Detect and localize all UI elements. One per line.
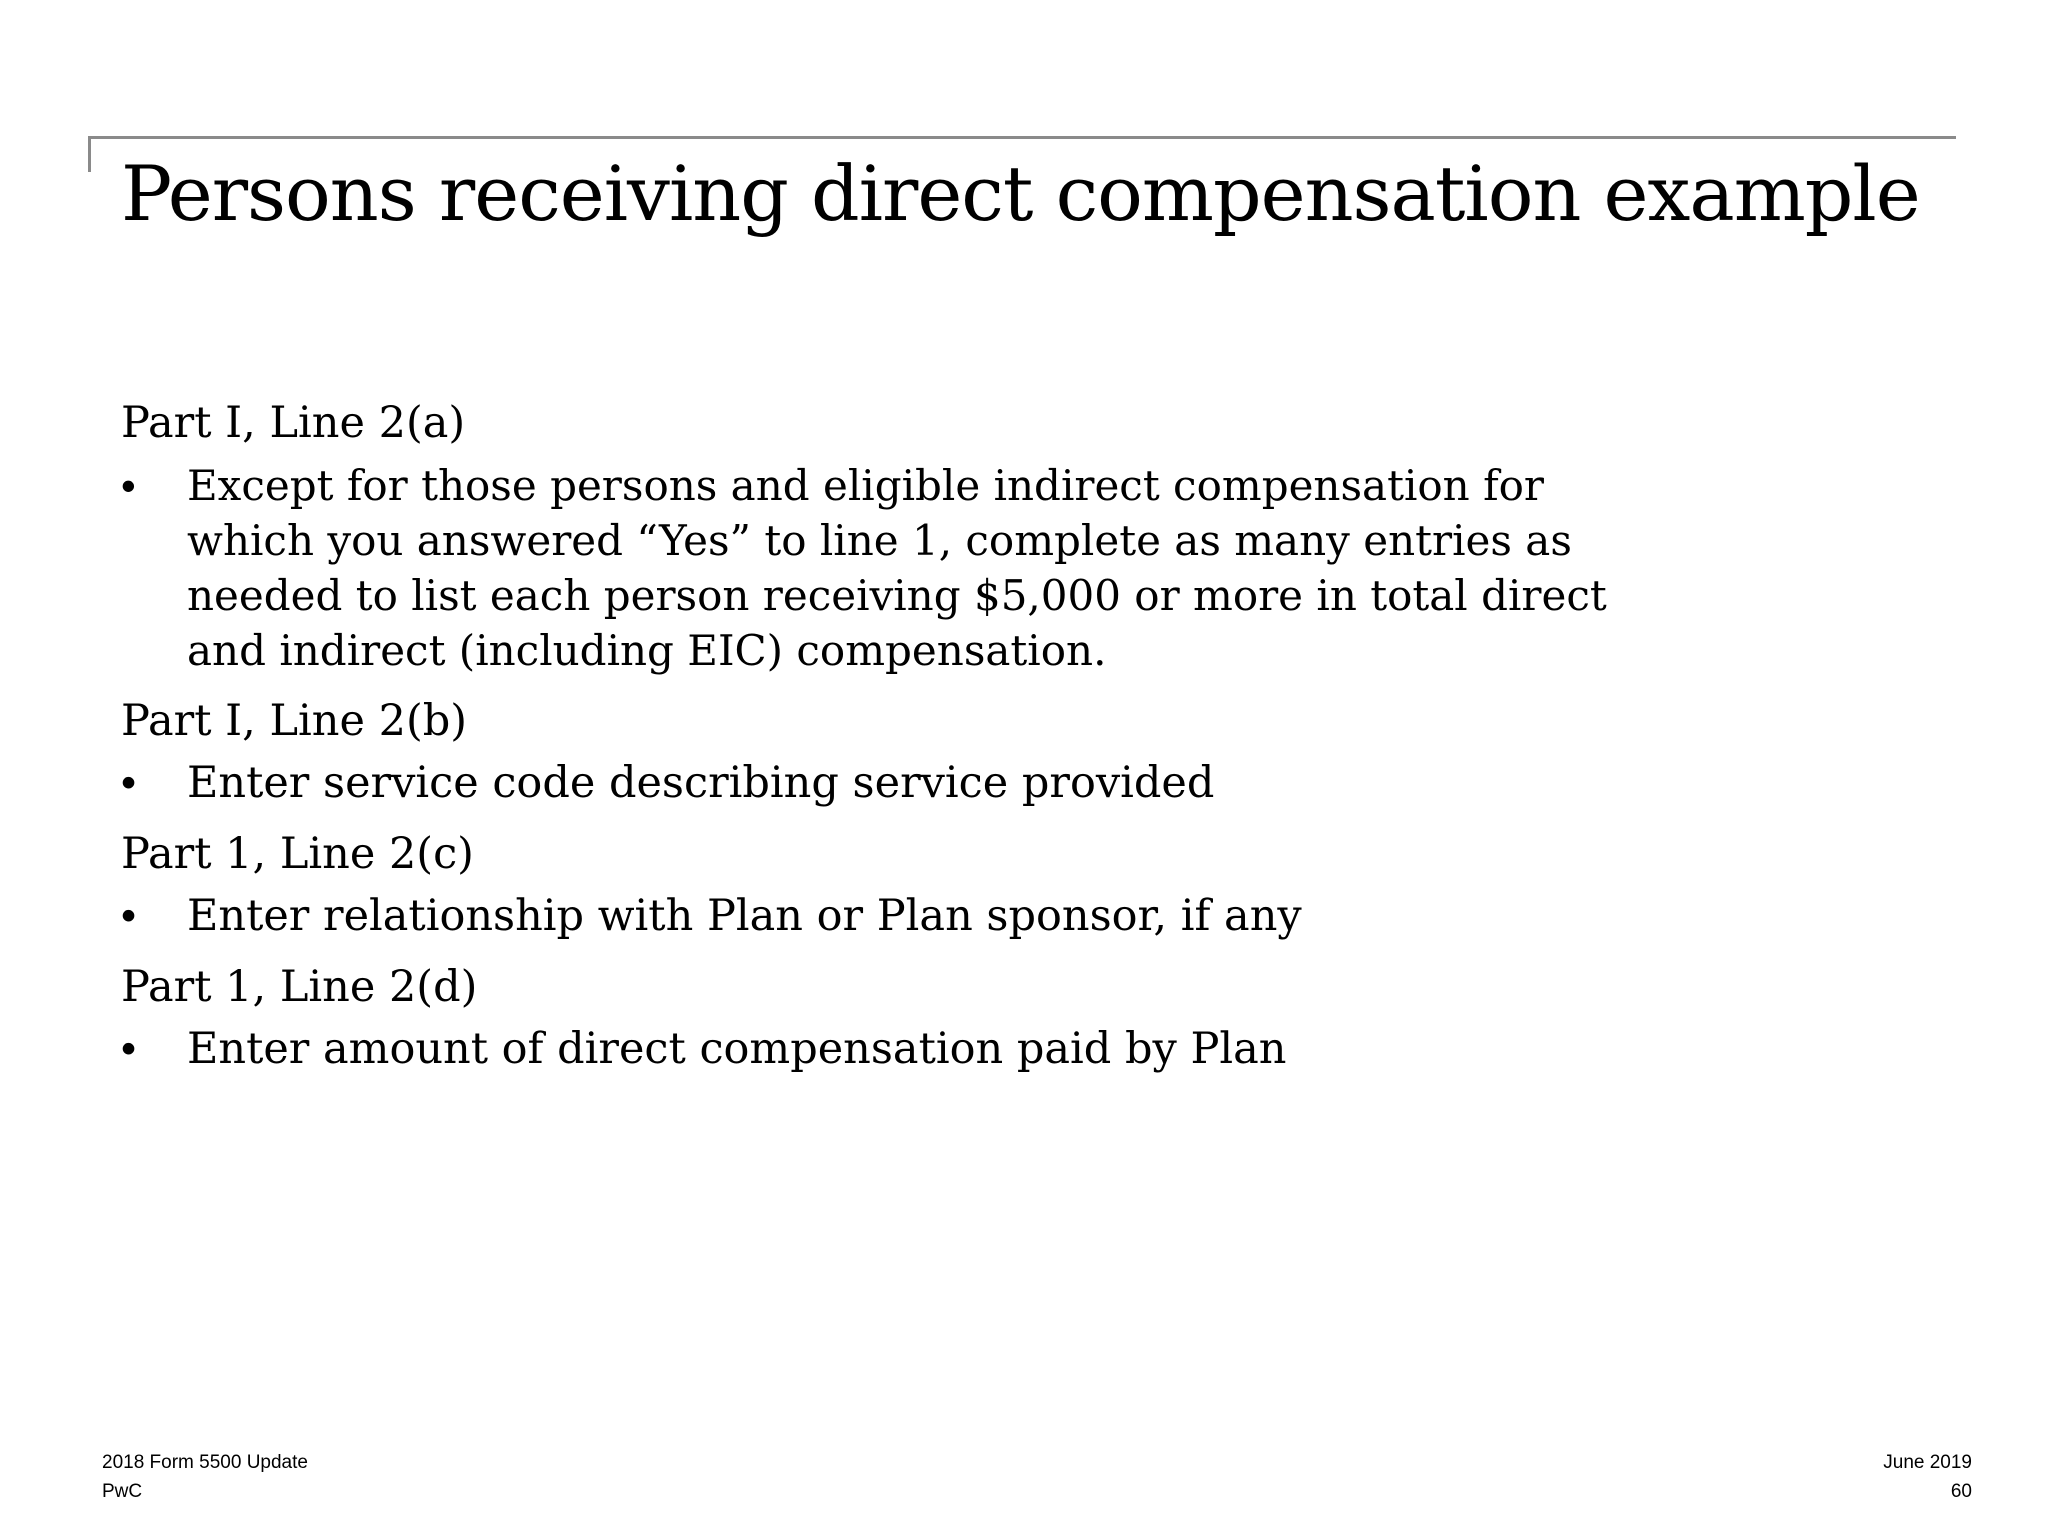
bullet-line-2b: [121, 756, 1681, 811]
bullet-marker: •: [121, 1025, 137, 1073]
footer-page-number: 60: [1950, 1481, 1972, 1502]
section-heading-line-2a: Part I, Line 2(a): [121, 398, 466, 448]
slide-body: [121, 396, 1681, 1093]
bullet-text-line-2d: Enter amount of direct compensation paid by Plan: [187, 1024, 1287, 1074]
footer-document-title: 2018 Form 5500 Update: [102, 1452, 308, 1473]
section-heading-line-2d: Part 1, Line 2(d): [121, 962, 478, 1012]
footer-company: PwC: [102, 1481, 143, 1502]
footer-left: [102, 1448, 308, 1506]
bullet-marker: •: [121, 759, 137, 807]
bullet-line-2c: [121, 889, 1681, 944]
footer-date: June 2019: [1883, 1452, 1972, 1473]
bullet-marker: •: [121, 892, 137, 940]
section-heading-line-2b: Part I, Line 2(b): [121, 696, 468, 746]
footer-right: [1883, 1448, 1972, 1506]
bullet-line-2a: [121, 458, 1681, 678]
bullet-text-line-2a: Except for those persons and eligible indirect compensation for which you answered “Yes” to line 1, complete as many entries as needed to list each person receiving $5,000 or more in total direct and indirect (including EIC) compensation.: [187, 461, 1607, 675]
section-heading-line-2c: Part 1, Line 2(c): [121, 829, 474, 879]
title-frame-rule-top: [88, 136, 1956, 139]
bullet-text-line-2c: Enter relationship with Plan or Plan sponsor, if any: [187, 891, 1302, 941]
bullet-marker: •: [121, 462, 136, 509]
slide-title: Persons receiving direct compensation example: [121, 149, 1920, 238]
bullet-text-line-2b: Enter service code describing service provided: [187, 758, 1215, 808]
title-frame-rule-left: [88, 136, 91, 172]
bullet-line-2d: [121, 1022, 1681, 1077]
